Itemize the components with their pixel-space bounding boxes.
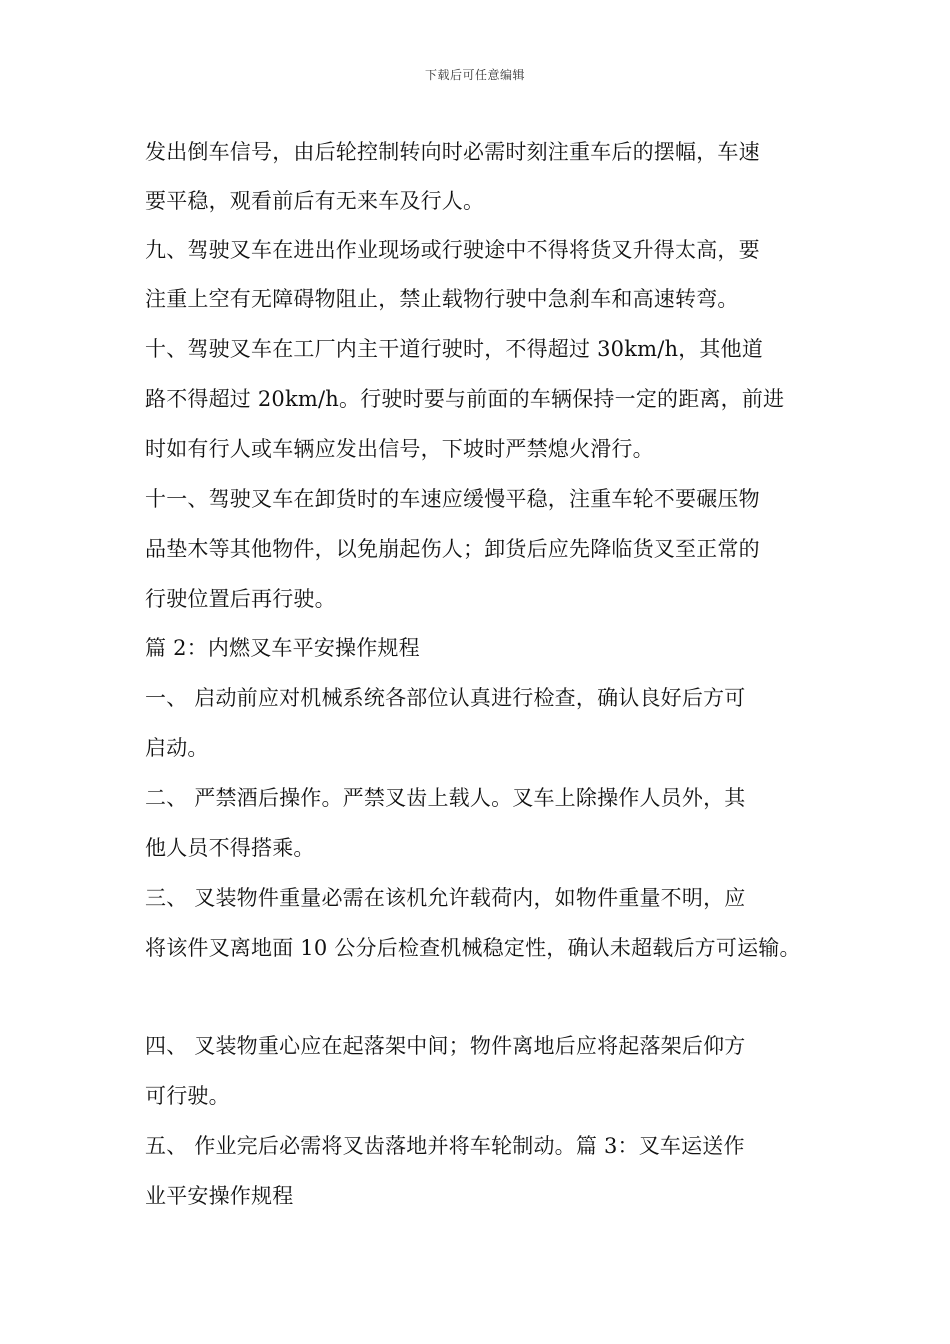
body-line: 四、 叉装物重心应在起落架中间；物件离地后应将起落架后仰方 [145, 1034, 746, 1058]
body-line: 路不得超过 20km/h。行驶时要与前面的车辆保持一定的距离，前进 [145, 387, 785, 411]
body-line: 他人员不得搭乘。 [145, 836, 315, 860]
body-line: 发出倒车信号，由后轮控制转向时必需时刻注重车后的摆幅，车速 [145, 140, 760, 164]
body-line: 五、 作业完后必需将叉齿落地并将车轮制动。篇 3：叉车运送作 [145, 1134, 745, 1158]
body-line: 十、驾驶叉车在工厂内主干道行驶时，不得超过 30km/h，其他道 [145, 337, 764, 361]
body-line: 要平稳，观看前后有无来车及行人。 [145, 189, 485, 213]
page-header-note: 下载后可任意编辑 [424, 68, 525, 82]
body-line: 时如有行人或车辆应发出信号，下坡时严禁熄火滑行。 [145, 437, 654, 461]
body-line: 品垫木等其他物件，以免崩起伤人；卸货后应先降临货叉至正常的 [145, 537, 760, 561]
body-line: 十一、驾驶叉车在卸货时的车速应缓慢平稳，注重车轮不要碾压物 [145, 487, 760, 511]
body-line: 可行驶。 [145, 1084, 230, 1108]
body-line: 九、驾驶叉车在进出作业现场或行驶途中不得将货叉升得太高，要 [145, 238, 760, 262]
body-line: 业平安操作规程 [145, 1184, 294, 1208]
body-line: 注重上空有无障碍物阻止，禁止载物行驶中急刹车和高速转弯。 [145, 287, 739, 311]
body-line: 行驶位置后再行驶。 [145, 587, 336, 611]
body-line: 启动。 [145, 736, 209, 760]
body-line: 二、 严禁酒后操作。严禁叉齿上载人。叉车上除操作人员外，其 [145, 786, 746, 810]
body-line: 一、 启动前应对机械系统各部位认真进行检查，确认良好后方可 [145, 686, 746, 710]
body-line: 三、 叉装物件重量必需在该机允许载荷内，如物件重量不明，应 [145, 886, 746, 910]
section-heading: 篇 2：内燃叉车平安操作规程 [145, 636, 420, 660]
body-line: 将该件叉离地面 10 公分后检查机械稳定性，确认未超载后方可运输。 [145, 936, 801, 960]
